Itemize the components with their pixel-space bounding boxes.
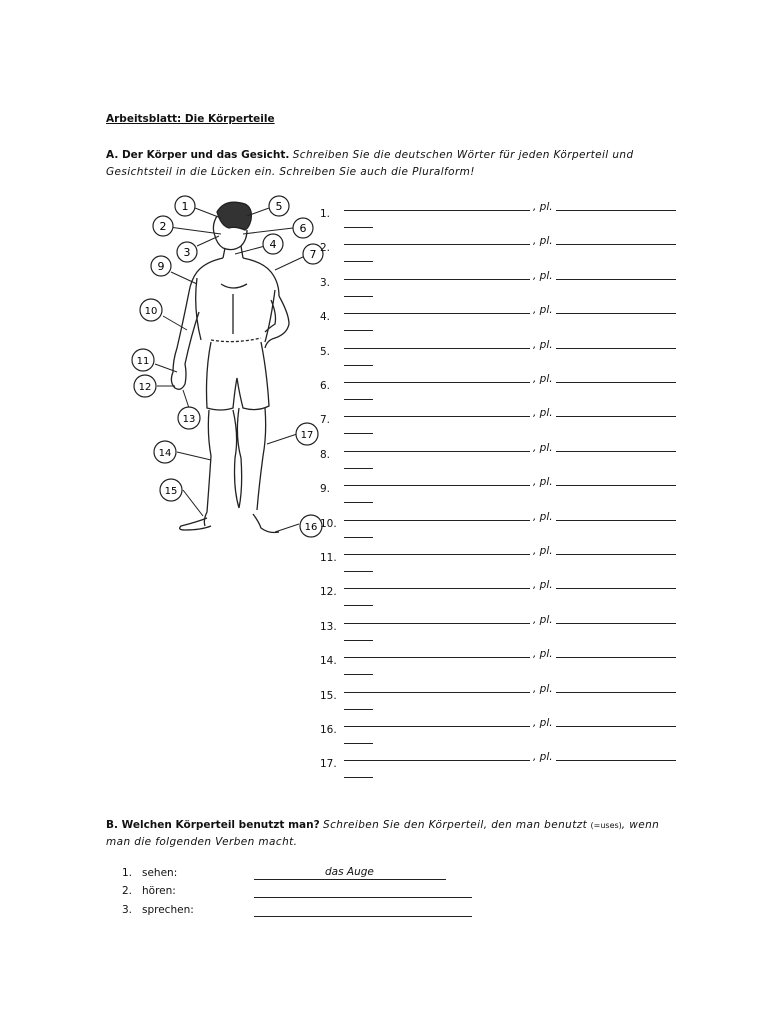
svg-text:4: 4: [269, 238, 277, 251]
plural-blank-continued[interactable]: [344, 709, 373, 710]
plural-label: , pl.: [533, 751, 553, 763]
plural-label: , pl.: [533, 614, 553, 626]
body-figure-illustration: [125, 190, 325, 550]
singular-blank[interactable]: [344, 520, 530, 521]
plural-blank[interactable]: [556, 657, 676, 658]
singular-blank[interactable]: [344, 348, 530, 349]
singular-blank[interactable]: [344, 554, 530, 555]
plural-label: , pl.: [533, 511, 553, 523]
plural-blank-continued[interactable]: [344, 537, 373, 538]
singular-blank[interactable]: [344, 485, 530, 486]
plural-blank[interactable]: [556, 726, 676, 727]
answer-row: [320, 406, 680, 436]
plural-label: , pl.: [533, 407, 553, 419]
plural-label: , pl.: [533, 235, 553, 247]
item-number: 11.: [320, 552, 337, 564]
singular-blank[interactable]: [344, 313, 530, 314]
item-number: 3.: [320, 277, 331, 289]
shorts-outline: [207, 342, 270, 410]
plural-label: , pl.: [533, 201, 553, 213]
figure-label-15: [160, 479, 182, 501]
answer-row: [320, 338, 680, 368]
section-a-instruction: Schreiben Sie die deutschen Wörter für jeden Körperteil und Gesichtsteil in die Lücken ein. Schreiben Sie auch die Pluralform!: [106, 149, 634, 178]
item-number: 17.: [320, 758, 337, 770]
item-number: 12.: [320, 586, 337, 598]
plural-label: , pl.: [533, 442, 553, 454]
chest-lines: [221, 284, 247, 334]
item-number: 1.: [320, 208, 331, 220]
singular-blank[interactable]: [344, 382, 530, 383]
plural-blank-continued[interactable]: [344, 399, 373, 400]
plural-blank-continued[interactable]: [344, 227, 373, 228]
singular-blank[interactable]: [344, 726, 530, 727]
plural-blank[interactable]: [556, 451, 676, 452]
plural-blank-continued[interactable]: [344, 605, 373, 606]
plural-blank-continued[interactable]: [344, 743, 373, 744]
svg-text:14: 14: [158, 448, 172, 459]
plural-blank-continued[interactable]: [344, 571, 373, 572]
plural-blank[interactable]: [556, 692, 676, 693]
answer-blank[interactable]: [254, 879, 446, 880]
section-b-instruction: Schreiben Sie den Körperteil, den man benutzt: [323, 819, 588, 831]
plural-blank-continued[interactable]: [344, 330, 373, 331]
plural-label: , pl.: [533, 270, 553, 282]
answer-row: [320, 647, 680, 677]
question-verb: hören:: [142, 885, 176, 897]
plural-blank[interactable]: [556, 554, 676, 555]
plural-blank[interactable]: [556, 623, 676, 624]
section-b-intro: [106, 817, 676, 851]
answer-blank[interactable]: [254, 897, 472, 898]
hair-shape: [217, 202, 251, 230]
answer-row: [320, 613, 680, 643]
plural-blank[interactable]: [556, 760, 676, 761]
question-number: 1.: [122, 867, 133, 879]
svg-text:5: 5: [275, 200, 283, 213]
item-number: 15.: [320, 690, 337, 702]
plural-label: , pl.: [533, 545, 553, 557]
item-number: 9.: [320, 483, 331, 495]
plural-blank[interactable]: [556, 279, 676, 280]
svg-text:7: 7: [309, 248, 317, 261]
plural-blank-continued[interactable]: [344, 777, 373, 778]
plural-blank-continued[interactable]: [344, 468, 373, 469]
svg-text:1: 1: [181, 200, 189, 213]
plural-label: , pl.: [533, 476, 553, 488]
plural-label: , pl.: [533, 648, 553, 660]
question-verb: sprechen:: [142, 904, 194, 916]
figure-label-3: [177, 242, 197, 262]
plural-blank[interactable]: [556, 210, 676, 211]
plural-blank[interactable]: [556, 520, 676, 521]
plural-blank[interactable]: [556, 313, 676, 314]
question-number: 2.: [122, 885, 133, 897]
singular-blank[interactable]: [344, 279, 530, 280]
singular-blank[interactable]: [344, 244, 530, 245]
waistband: [211, 338, 261, 342]
singular-blank[interactable]: [344, 657, 530, 658]
item-number: 16.: [320, 724, 337, 736]
answer-row: [320, 441, 680, 471]
figure-label-10: [140, 299, 162, 321]
svg-text:11: 11: [136, 356, 150, 367]
singular-blank[interactable]: [344, 416, 530, 417]
figure-label-12: [134, 375, 156, 397]
plural-blank-continued[interactable]: [344, 296, 373, 297]
section-a-heading: A. Der Körper und das Gesicht.: [106, 149, 290, 161]
section-a-intro: [106, 147, 676, 181]
plural-label: , pl.: [533, 683, 553, 695]
item-number: 6.: [320, 380, 331, 392]
plural-label: , pl.: [533, 339, 553, 351]
feet-outline: [180, 514, 279, 533]
worksheet-title: Arbeitsblatt: Die Körperteile: [106, 113, 275, 125]
question-number: 3.: [122, 904, 133, 916]
answer-row: [320, 475, 680, 505]
item-number: 14.: [320, 655, 337, 667]
answer-row: [320, 372, 680, 402]
plural-blank[interactable]: [556, 416, 676, 417]
answer-row: [320, 303, 680, 333]
question-answer: das Auge: [325, 866, 374, 878]
section-b-heading: B. Welchen Körperteil benutzt man?: [106, 819, 320, 831]
svg-text:16: 16: [304, 522, 318, 533]
item-number: 10.: [320, 518, 337, 530]
item-number: 5.: [320, 346, 331, 358]
plural-label: , pl.: [533, 717, 553, 729]
plural-blank-continued[interactable]: [344, 433, 373, 434]
singular-blank[interactable]: [344, 210, 530, 211]
plural-blank[interactable]: [556, 244, 676, 245]
plural-blank[interactable]: [556, 485, 676, 486]
svg-text:10: 10: [144, 306, 158, 317]
legs-outline: [204, 408, 265, 526]
figure-label-11: [132, 349, 154, 371]
answer-row: [320, 510, 680, 540]
plural-blank[interactable]: [556, 382, 676, 383]
svg-text:13: 13: [182, 414, 196, 425]
shoulders-outline: [189, 258, 279, 296]
singular-blank[interactable]: [344, 760, 530, 761]
svg-text:6: 6: [299, 222, 307, 235]
singular-blank[interactable]: [344, 588, 530, 589]
answer-row: [320, 750, 680, 780]
neck-outline: [223, 246, 243, 258]
plural-blank-continued[interactable]: [344, 674, 373, 675]
plural-blank-continued[interactable]: [344, 640, 373, 641]
plural-label: , pl.: [533, 373, 553, 385]
singular-blank[interactable]: [344, 451, 530, 452]
figure-label-6: [293, 218, 313, 238]
section-b-instruction-end: , wenn man die folgenden Verben macht.: [106, 819, 660, 848]
answer-row: [320, 716, 680, 746]
plural-blank-continued[interactable]: [344, 502, 373, 503]
item-number: 4.: [320, 311, 331, 323]
answer-row: [320, 269, 680, 299]
item-number: 7.: [320, 414, 331, 426]
plural-blank[interactable]: [556, 588, 676, 589]
figure-label-5: [269, 196, 289, 216]
svg-text:12: 12: [138, 382, 152, 393]
item-number: 13.: [320, 621, 337, 633]
item-number: 8.: [320, 449, 331, 461]
singular-blank[interactable]: [344, 623, 530, 624]
svg-text:2: 2: [159, 220, 167, 233]
question-verb: sehen:: [142, 867, 178, 879]
plural-blank-continued[interactable]: [344, 365, 373, 366]
figure-label-9: [151, 256, 171, 276]
figure-label-16: [300, 515, 322, 537]
figure-label-14: [154, 441, 176, 463]
figure-label-2: [153, 216, 173, 236]
figure-label-4: [263, 234, 283, 254]
uses-note: (=uses): [590, 821, 622, 830]
figure-label-1: [175, 196, 195, 216]
left-arm-outline: [171, 292, 199, 389]
answer-row: [320, 578, 680, 608]
plural-label: , pl.: [533, 304, 553, 316]
answer-row: [320, 682, 680, 712]
plural-label: , pl.: [533, 579, 553, 591]
answer-row: [320, 234, 680, 264]
answer-row: [320, 200, 680, 230]
figure-label-17: [296, 423, 318, 445]
svg-text:3: 3: [183, 246, 191, 259]
plural-blank-continued[interactable]: [344, 261, 373, 262]
item-number: 2.: [320, 242, 331, 254]
singular-blank[interactable]: [344, 692, 530, 693]
plural-blank[interactable]: [556, 348, 676, 349]
figure-label-13: [178, 407, 200, 429]
answer-row: [320, 544, 680, 574]
svg-text:15: 15: [164, 486, 178, 497]
right-arm-outline: [265, 296, 289, 348]
svg-text:9: 9: [157, 260, 165, 273]
svg-text:17: 17: [300, 430, 314, 441]
answer-blank[interactable]: [254, 916, 472, 917]
